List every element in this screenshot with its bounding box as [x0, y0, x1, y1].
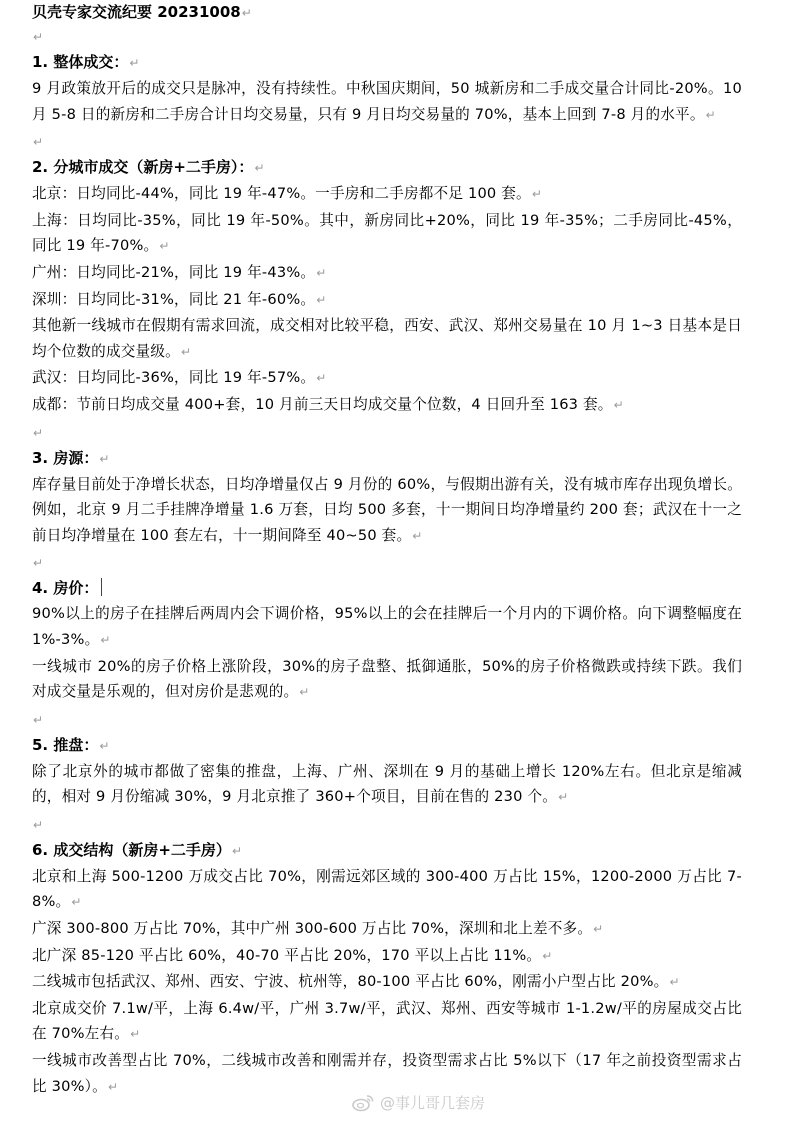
paragraph-mark-icon: ↵ — [669, 975, 680, 990]
paragraph: 其他新一线城市在假期有需求回流，成交相对比较平稳，西安、武汉、郑州交易量在 10 月 1~3 日基本是日均个位数的成交量级。↵ — [32, 317, 742, 360]
paragraph-mark-icon: ↵ — [159, 239, 170, 254]
paragraph: 深圳：日均同比-31%，同比 21 年-60%。↵ — [32, 290, 327, 308]
paragraph-mark-icon: ↵ — [241, 6, 252, 20]
section-heading: 2. 分城市成交（新房+二手房）：↵ — [32, 158, 265, 177]
section-housing-prices — [32, 575, 742, 705]
paragraph-mark-icon: ↵ — [99, 738, 110, 753]
paragraph-mark-icon: ↵ — [107, 1079, 119, 1094]
paragraph-mark-icon: ↵ — [231, 843, 242, 858]
empty-line — [32, 706, 742, 732]
paragraph-mark-icon: ↵ — [542, 948, 553, 963]
empty-line — [32, 811, 742, 837]
document-page — [32, 0, 742, 1100]
paragraph-mark-icon: ↵ — [558, 790, 569, 805]
paragraph: 上海：日均同比-35%，同比 19 年-50%。其中，新房同比+20%，同比 19 年-35%；二手房同比-45%，同比 19 年-70%。↵ — [32, 211, 742, 255]
paragraph: 广深 300-800 万占比 70%，其中广州 300-600 万占比 70%，深圳和北上差不多。↵ — [32, 920, 604, 938]
paragraph: 成都：节前日均成交量 400+套，10 月前三天日均成交量个位数，4 日回升至 163 套。↵ — [32, 395, 624, 413]
paragraph-mark-icon: ↵ — [99, 451, 110, 466]
section-housing-supply — [32, 445, 742, 550]
section-heading: 5. 推盘：↵ — [32, 735, 110, 754]
paragraph-mark-icon: ↵ — [613, 397, 624, 412]
paragraph: 北广深 85-120 平占比 60%，40-70 平占比 20%，170 平以上占比 11%。↵ — [32, 946, 553, 964]
paragraph-mark-icon: ↵ — [129, 56, 140, 70]
section-city-transactions — [32, 154, 742, 418]
section-heading: 6. 成交结构（新房+二手房）↵ — [32, 840, 242, 859]
paragraph-mark-icon: ↵ — [299, 685, 310, 700]
paragraph: 北京成交价 7.1w/平，上海 6.4w/平，广州 3.7w/平，武汉、郑州、西安等城市 1-1.2w/平的房屋成交占比在 70%左右。↵ — [32, 999, 742, 1043]
paragraph-mark-icon: ↵ — [33, 712, 44, 727]
paragraph: 北京和上海 500-1200 万成交占比 70%，刚需远郊区域的 300-400 万占比 15%，1200-2000 万占比 7-8%。↵ — [32, 867, 742, 911]
paragraph-mark-icon: ↵ — [130, 1027, 141, 1042]
paragraph-mark-icon: ↵ — [254, 161, 265, 176]
text-cursor — [101, 578, 102, 596]
paragraph-mark-icon: ↵ — [593, 922, 604, 937]
paragraph-mark-icon: ↵ — [180, 344, 192, 359]
paragraph: 武汉：日均同比-36%，同比 19 年-57%。↵ — [32, 369, 327, 387]
paragraph-mark-icon: ↵ — [33, 135, 44, 150]
watermark-text: @事儿哥几套房 — [379, 1094, 485, 1112]
paragraph-mark-icon: ↵ — [71, 895, 82, 910]
document-title: 贝壳专家交流纪要 20231008↵ — [32, 3, 252, 21]
empty-line — [32, 23, 742, 49]
paragraph: 一线城市改善型占比 70%，二线城市改善和刚需并存，投资型需求占比 5%以下（17 年之前投资型需求占比 30%）。↵ — [32, 1052, 742, 1095]
section-project-launches — [32, 732, 742, 811]
paragraph-mark-icon: ↵ — [531, 187, 543, 202]
weibo-watermark — [352, 1092, 485, 1113]
section-heading: 1. 整体成交：↵ — [32, 53, 140, 71]
weibo-logo-icon — [352, 1094, 374, 1112]
paragraph: 库存量目前处于净增长状态，日均净增量仅占 9 月份的 60%，与假期出游有关，没有城市库存出现负增长。例如，北京 9 月二手挂牌净增量 1.6 万套，日均 500 多套，十一期间日均净增量约 200 套；武汉在十一之前日均净增量在 100 套左右，十一期间降至 40~50 套。↵ — [32, 475, 742, 544]
paragraph: 90%以上的房子在挂牌后两周内会下调价格，95%以上的会在挂牌后一个月内的下调价格。向下调整幅度在 1%-3%。↵ — [32, 605, 742, 648]
empty-line — [32, 549, 742, 575]
section-transaction-structure — [32, 837, 742, 1100]
section-overall-transactions — [32, 49, 742, 128]
paragraph-mark-icon: ↵ — [33, 817, 44, 832]
paragraph-mark-icon: ↵ — [33, 30, 44, 44]
paragraph: 9 月政策放开后的成交只是脉冲，没有持续性。中秋国庆期间，50 城新房和二手成交量合计同比-20%。10 月 5-8 日的新房和二手房合计日均交易量，只有 9 月日均交易量的 70%，基本上回到 7-8 月的水平。↵ — [32, 80, 742, 123]
paragraph-mark-icon: ↵ — [316, 265, 327, 280]
section-heading: 3. 房源：↵ — [32, 448, 110, 467]
paragraph-mark-icon: ↵ — [705, 107, 716, 122]
paragraph-mark-icon: ↵ — [33, 425, 44, 440]
paragraph-mark-icon: ↵ — [412, 528, 423, 543]
paragraph-mark-icon: ↵ — [100, 632, 111, 647]
paragraph-mark-icon: ↵ — [316, 292, 327, 307]
paragraph: 一线城市 20%的房子价格上涨阶段，30%的房子盘整、抵御通胀，50%的房子价格微跌或持续下跌。我们对成交量是乐观的，但对房价是悲观的。↵ — [32, 657, 742, 701]
paragraph: 广州：日均同比-21%，同比 19 年-43%。↵ — [32, 263, 327, 281]
paragraph-mark-icon: ↵ — [316, 371, 327, 386]
section-heading[interactable]: 4. 房价： — [32, 575, 742, 601]
paragraph: 二线城市包括武汉、郑州、西安、宁波、杭州等，80-100 平占比 60%，刚需小户型占比 20%。↵ — [32, 973, 680, 991]
paragraph: 除了北京外的城市都做了密集的推盘，上海、广州、深圳在 9 月的基础上增长 120%左右。但北京是缩减的，相对 9 月份缩减 30%，9 月北京推了 360+个项目，目前在售的 230 个。↵ — [32, 762, 742, 806]
empty-line — [32, 419, 742, 445]
paragraph-mark-icon: ↵ — [33, 556, 44, 571]
paragraph: 北京：日均同比-44%，同比 19 年-47%。一手房和二手房都不足 100 套。↵ — [32, 185, 543, 203]
empty-line — [32, 128, 742, 154]
